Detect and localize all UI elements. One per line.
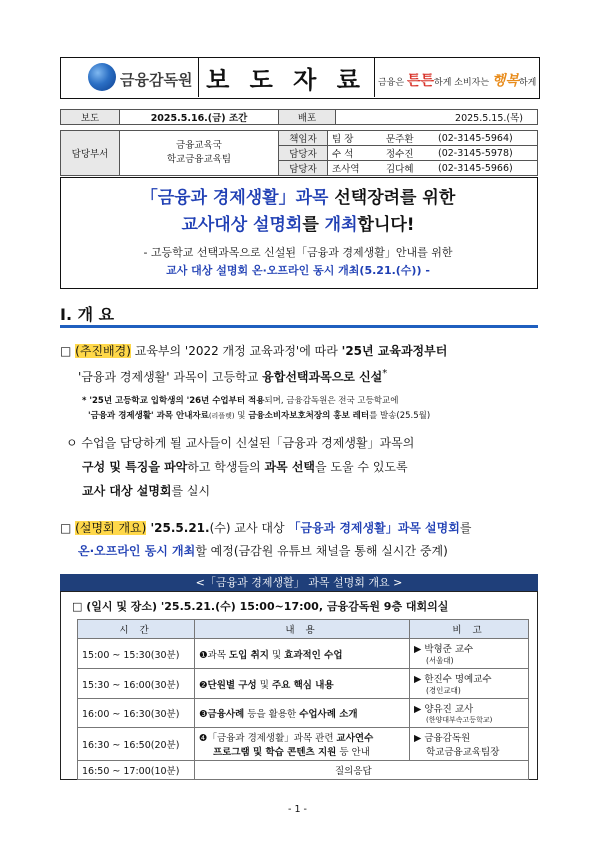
row-content: ❸금융사례 등을 활용한 수업사례 소개 <box>195 699 410 728</box>
contact-phone: (02-3145-5966) <box>434 161 538 176</box>
table-row <box>78 669 529 699</box>
row-qa: 질의응답 <box>195 761 529 780</box>
row-time: 15:30 ~ 16:00(30분) <box>78 669 195 699</box>
para-purpose-line2: 구성 및 특징을 파악하고 학생들의 과목 선택을 도울 수 있도록 <box>82 460 408 474</box>
headline-sub1: - 고등학교 선택과목으로 신설된「금융과 경제생활」안내를 위한 <box>143 246 453 259</box>
section-divider <box>60 325 538 328</box>
fss-logo-icon <box>88 63 116 91</box>
release-info-table <box>60 109 538 125</box>
report-label: 보도 <box>61 110 120 125</box>
overview-date-line: □ (일시 및 장소) '25.5.21.(수) 15:00~17:00, 금융감독원 9층 대회의실 <box>72 600 449 613</box>
row-content: ❹「금융과 경제생활」과목 관련 교사연수 프로그램 및 학습 콘텐츠 지원 등 안내 <box>195 728 410 761</box>
row-time: 16:30 ~ 16:50(20분) <box>78 728 195 761</box>
para-overview-line2: 온·오프라인 동시 개최할 예정(금감원 유튜브 채널을 통해 실시간 중계) <box>78 544 448 558</box>
table-row <box>78 699 529 728</box>
contact-phone: (02-3145-5964) <box>434 131 538 146</box>
table-row <box>78 728 529 761</box>
contact-title: 조사역 <box>328 161 383 176</box>
row-note: ▶ 양유진 교사 (한양대부속고등학교) <box>410 699 529 728</box>
para-background-line1: □ (추진배경) 교육부의 '2022 개정 교육과정'에 따라 '25년 교육과정부터 <box>60 344 448 358</box>
contact-role: 담당자 <box>279 146 328 161</box>
para-purpose-line3: 교사 대상 설명회를 실시 <box>82 484 211 498</box>
contact-phone: (02-3145-5978) <box>434 146 538 161</box>
contact-table <box>60 130 538 176</box>
contact-name: 정수진 <box>382 146 434 161</box>
page-number: - 1 - <box>288 804 307 815</box>
slogan-word2: 행복 <box>491 73 519 89</box>
contact-role: 책임자 <box>279 131 328 146</box>
footnote-line2: '금융과 경제생활' 과목 안내자료(리플렛) 및 금융소비자보호처장의 홍보 레터를 발송(25.5월) <box>88 411 431 421</box>
para-purpose-line1: ㅇ 수업을 담당하게 될 교사들이 신설된「금융과 경제생활」과목의 <box>66 436 415 450</box>
contact-title: 팀 장 <box>328 131 383 146</box>
dist-value: 2025.5.15.(목) <box>336 110 538 125</box>
contact-name: 문주환 <box>382 131 434 146</box>
row-note: ▶ 한진수 명예교수 (경인교대) <box>410 669 529 699</box>
row-note: ▶ 금융감독원 학교금융교육팀장 <box>410 728 529 761</box>
col-time-header: 시 간 <box>78 620 195 639</box>
table-row <box>78 761 529 780</box>
col-content-header: 내 용 <box>195 620 410 639</box>
section-title: Ⅰ. 개 요 <box>60 305 115 324</box>
row-content: ❷단원별 구성 및 주요 핵심 내용 <box>195 669 410 699</box>
footnote-line1: * '25년 고등학교 입학생의 '26년 수업부터 적용되며, 금융감독원은 전국 고등학교에 <box>82 396 399 406</box>
headline-line2: 교사대상 설명회를 개최합니다! <box>181 215 415 235</box>
schedule-table <box>77 619 529 780</box>
dept-value: 금융교육국 학교금융교육팀 <box>120 131 279 176</box>
slogan-word1: 튼튼 <box>406 73 435 89</box>
dept-label: 담당부서 <box>61 131 120 176</box>
headline-sub2: 교사 대상 설명회 온·오프라인 동시 개최(5.21.(수)) - <box>166 264 430 277</box>
headline-line1: 「금융과 경제생활」과목 선택장려를 위한 <box>140 188 456 208</box>
doc-title: 보 도 자 료 <box>198 57 375 97</box>
contact-name: 김다혜 <box>382 161 434 176</box>
overview-title: <「금융과 경제생활」 과목 설명회 개요 > <box>60 574 538 591</box>
dist-label: 배포 <box>279 110 336 125</box>
org-name: 금융감독원 <box>120 71 193 89</box>
row-time: 16:00 ~ 16:30(30분) <box>78 699 195 728</box>
para-background-line2: '금융과 경제생활' 과목이 고등학교 융합선택과목으로 신설* <box>78 368 388 384</box>
row-time: 15:00 ~ 15:30(30분) <box>78 639 195 669</box>
slogan: 금융은 튼튼하게 소비자는 행복하게 <box>378 73 537 89</box>
para-overview-line1: □ (설명회 개요) '25.5.21.(수) 교사 대상 「금융과 경제생활」과목 설명회를 <box>60 521 472 535</box>
report-value: 2025.5.16.(금) 조간 <box>120 110 279 125</box>
table-row <box>78 639 529 669</box>
contact-title: 수 석 <box>328 146 383 161</box>
row-note: ▶ 박형준 교수 (서울대) <box>410 639 529 669</box>
row-content: ❶과목 도입 취지 및 효과적인 수업 <box>195 639 410 669</box>
row-time: 16:50 ~ 17:00(10분) <box>78 761 195 780</box>
contact-role: 담당자 <box>279 161 328 176</box>
col-note-header: 비 고 <box>410 620 529 639</box>
